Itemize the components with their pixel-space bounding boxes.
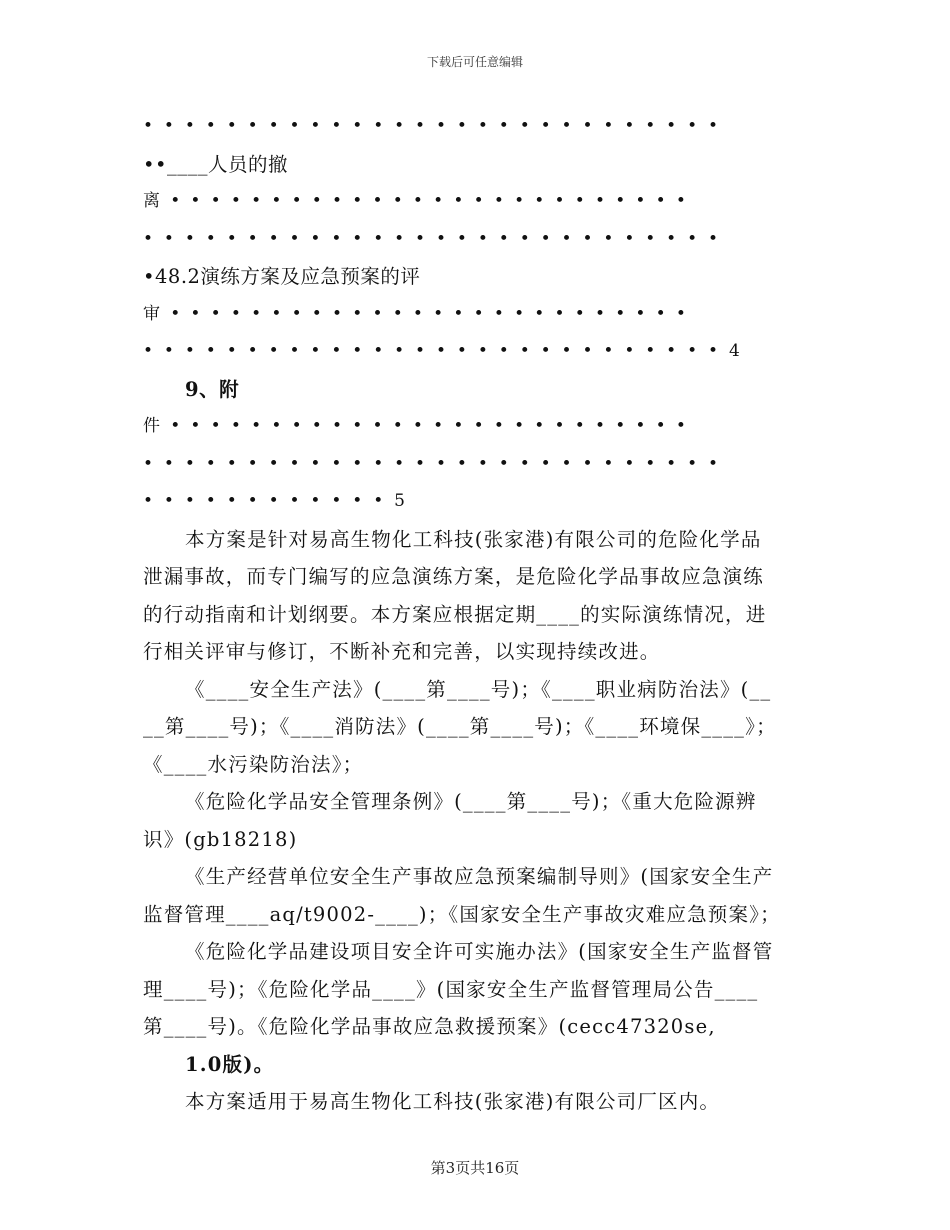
text-line: 监督管理____aq/t9002-____)；《国家安全生产事故灾难应急预案》； xyxy=(143,902,781,926)
paragraph-measures xyxy=(143,933,823,1083)
text-line: __第____号)；《____消防法》(____第____号)；《____环境保____》； xyxy=(143,715,777,738)
text-line: 本方案适用于易高生物化工科技(张家港)有限公司厂区内。 xyxy=(185,1090,721,1113)
paragraph-regulations xyxy=(143,783,823,858)
toc-line: ••••••••••••5 xyxy=(143,491,416,511)
text-line: 本方案是针对易高生物化工科技(张家港)有限公司的危险化学品 xyxy=(185,527,762,551)
toc-line: •••••••••••••••••••••••••••• xyxy=(143,116,729,136)
text-line: 第____号)。《危险化学品事故应急救援预案》(cecc47320se, xyxy=(143,1015,716,1038)
text-line: 《____水污染防治法》； xyxy=(143,752,364,776)
paragraph-scope xyxy=(143,1083,823,1121)
text-line: 泄漏事故，而专门编写的应急演练方案，是危险化学品事故应急演练 xyxy=(143,565,765,588)
paragraph-laws xyxy=(143,671,823,784)
page-footer: 第3页共16页 xyxy=(430,1159,520,1177)
text-line: 的行动指南和计划纲要。本方案应根据定期____的实际演练情况，进 xyxy=(143,602,767,626)
text-line: 识》(gb18218) xyxy=(143,827,298,851)
toc-line: 件•••••••••••••••••••••••••• xyxy=(143,416,697,436)
text-line: 理____号)；《危险化学品____》(国家安全生产监督管理局公告____ xyxy=(143,977,759,1001)
text-line: 《生产经营单位安全生产事故应急预案编制导则》(国家安全生产 xyxy=(185,865,774,888)
text-line: 《____安全生产法》(____第____号)；《____职业病防治法》(__ xyxy=(185,677,772,701)
toc-line: 9、附 xyxy=(185,377,240,401)
text-line: 《危险化学品建设项目安全许可实施办法》(国家安全生产监督管 xyxy=(185,940,774,963)
toc-line: •••••••••••••••••••••••••••• xyxy=(143,228,729,249)
toc-line: •48.2演练方案及应急预案的评 xyxy=(143,265,421,288)
text-line: 行相关评审与修订，不断补充和完善，以实现持续改进。 xyxy=(143,640,661,663)
paragraph-guidelines xyxy=(143,858,823,933)
page-header: 下载后可任意编辑 xyxy=(426,55,523,69)
toc-line: 离•••••••••••••••••••••••••• xyxy=(143,191,697,211)
text-line: 《危险化学品安全管理条例》(____第____号)；《重大危险源辨 xyxy=(185,790,757,813)
text-line: 1.0版)。 xyxy=(185,1052,275,1076)
toc-line: 审•••••••••••••••••••••••••• xyxy=(143,303,697,324)
toc-line: ••____人员的撤 xyxy=(143,152,289,176)
paragraph-purpose xyxy=(143,521,823,671)
toc-line: ••••••••••••••••••••••••••••4 xyxy=(143,341,751,361)
document-body xyxy=(143,108,823,1121)
toc-line: •••••••••••••••••••••••••••• xyxy=(143,453,729,474)
